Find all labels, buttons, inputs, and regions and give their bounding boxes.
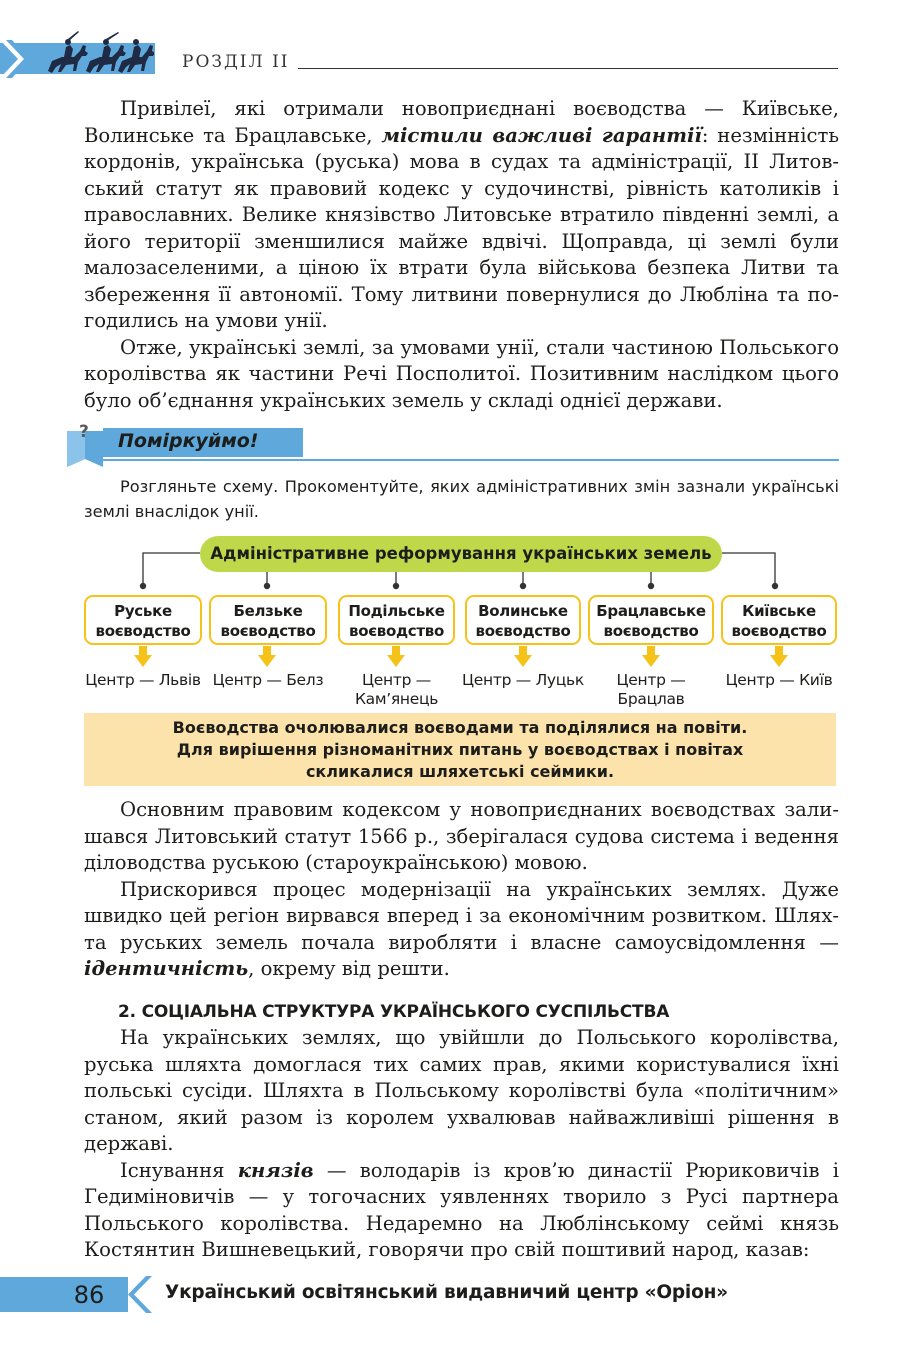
center-line: Центр — Белз xyxy=(212,671,324,689)
think-rule xyxy=(96,459,839,461)
scheme-note xyxy=(84,713,836,786)
voivodeship-name: Белзьке xyxy=(233,602,303,620)
voivodeship-box xyxy=(588,595,714,645)
text-run: Привілеї, які отримали новоприєднані воєводства — Київське, Волинське та Брацлавське, xyxy=(84,97,839,147)
voivodeship-name: Руське xyxy=(114,602,172,620)
voivodeship-center xyxy=(338,671,455,709)
note-line: скликалися шляхетські сеймики. xyxy=(305,762,615,781)
voivodeship-box xyxy=(84,595,202,645)
text-run: Отже, українські землі, за умовами унії, стали частиною Польського королівства як частини Речі Посполитої. Позитивним наслідком цього було об’єднання українських земель у складі однієї держави. xyxy=(84,335,839,412)
svg-text:?: ? xyxy=(79,423,89,442)
note-line: Для вирішення різноманітних питань у воєводствах і повітах xyxy=(176,740,744,759)
note-line: Воєводства очолювалися воєводами та поділялися на повіти. xyxy=(172,718,748,737)
voivodeship-center xyxy=(206,671,330,690)
body-text-bottom xyxy=(84,1025,839,1264)
paragraph xyxy=(84,1025,839,1158)
center-line: Центр — xyxy=(616,671,686,689)
voivodeship-label: воєводство xyxy=(731,622,827,640)
page-number: 86 xyxy=(73,1281,105,1309)
text-run: Існування xyxy=(120,1158,238,1182)
think-task xyxy=(84,474,839,524)
voivodeship-label: воєводство xyxy=(349,622,444,640)
voivodeship-center xyxy=(716,671,842,690)
scheme-title: Адміністративне реформування українських земель xyxy=(200,536,722,572)
paragraph xyxy=(84,335,839,415)
paragraph xyxy=(84,797,839,877)
voivodeship-box xyxy=(465,595,581,645)
text-run: , окрему від решти. xyxy=(248,957,450,980)
voivodeship-label: воєводство xyxy=(95,622,191,640)
voivodeship-box xyxy=(721,595,837,645)
section-heading: 2. СОЦІАЛЬНА СТРУКТУРА УКРАЇНСЬКОГО СУСПІЛЬСТВА xyxy=(118,1002,670,1022)
publisher-name: Український освітянський видавничий центр «Оріон» xyxy=(165,1282,728,1303)
body-text-top xyxy=(84,96,839,414)
paragraph xyxy=(84,96,839,335)
center-line: Кам’янець xyxy=(354,690,439,708)
header-rule xyxy=(298,68,838,69)
emphasized-text: князів xyxy=(237,1158,314,1182)
emphasized-text: містили важливі гарантії xyxy=(381,123,702,147)
voivodeship-name: Київське xyxy=(742,602,816,620)
text-run: На українських землях, що увійшли до Польського королівства, руська шляхта домоглася тих самих прав, якими користувалися їхні польські сусіди. Шляхта в Польському королівстві була «політичним» станом, який разом із королем ухвалював найважливіші рішення в державі. xyxy=(84,1026,839,1155)
horse-riders-icon xyxy=(44,31,154,75)
chevron-left-icon xyxy=(126,1276,152,1313)
section-label: РОЗДІЛ II xyxy=(182,52,290,72)
voivodeship-name: Волинське xyxy=(478,602,568,620)
body-text-mid xyxy=(84,797,839,983)
center-line: Центр — xyxy=(362,671,431,689)
voivodeship-name: Подільське xyxy=(348,602,445,620)
center-line: Центр — Львів xyxy=(85,671,201,689)
voivodeship-label: воєводство xyxy=(220,622,316,640)
voivodeship-center xyxy=(78,671,208,690)
text-run: : незмінність кордонів, українська (руська) мова в судах та адміністрації, II Литовський статут як правовий кодекс у судочинстві, рівність католиків і православних. Велике князівство Литовське втратило південні землі, а його території зменшилися майже вдвічі. Щоправда, ці землі були малозаселеними, а ціною їх втрати була військова безпека Литви та збереження її автономії. Тому литвини повернулися до Любліна та погодились на умови унії. xyxy=(84,123,839,332)
text-run: — володарів із кров’ю династії Рюриковичів і Гедиміновичів — у тогочасних уявленнях творило з Русі партнера Польського королівства. Недаремно на Люблінському сеймі князь Костянтин Вишневецький, говорячи про свій поштивий народ, казав: xyxy=(84,1158,839,1261)
chevron-right-icon xyxy=(0,40,34,78)
text-run: Основним правовим кодексом у новоприєднаних воєводствах залишався Литовський статут 1566 р., зберігалася судова система і ведення діловодства руською (староукраїнською) мовою. xyxy=(84,798,839,874)
paragraph xyxy=(84,877,839,983)
question-mark-icon xyxy=(67,423,103,469)
paragraph xyxy=(84,1158,839,1264)
think-title: Поміркуймо! xyxy=(118,430,259,452)
voivodeship-center xyxy=(455,671,591,690)
voivodeship-center xyxy=(592,671,710,709)
voivodeship-box xyxy=(338,595,455,645)
voivodeship-name: Брацлавське xyxy=(596,602,706,620)
voivodeship-label: воєводство xyxy=(603,622,699,640)
emphasized-text: ідентичність xyxy=(84,957,249,980)
think-task-text: Розгляньте схему. Прокоментуйте, яких адміністративних змін зазнали українські землі внаслідок унії. xyxy=(84,477,839,521)
voivodeship-box xyxy=(209,595,327,645)
center-line: Брацлав xyxy=(617,690,685,708)
text-run: Прискорився процес модернізації на українських землях. Дуже швидко цей регіон вирвався вперед і за економічним розвитком. Шляхта руських земель почала виробляти і власне самоусвідомлення — xyxy=(84,877,839,954)
center-line: Центр — Київ xyxy=(725,671,833,689)
arrow-down-icons xyxy=(134,646,788,667)
voivodeship-label: воєводство xyxy=(475,622,571,640)
center-line: Центр — Луцьк xyxy=(462,671,584,689)
